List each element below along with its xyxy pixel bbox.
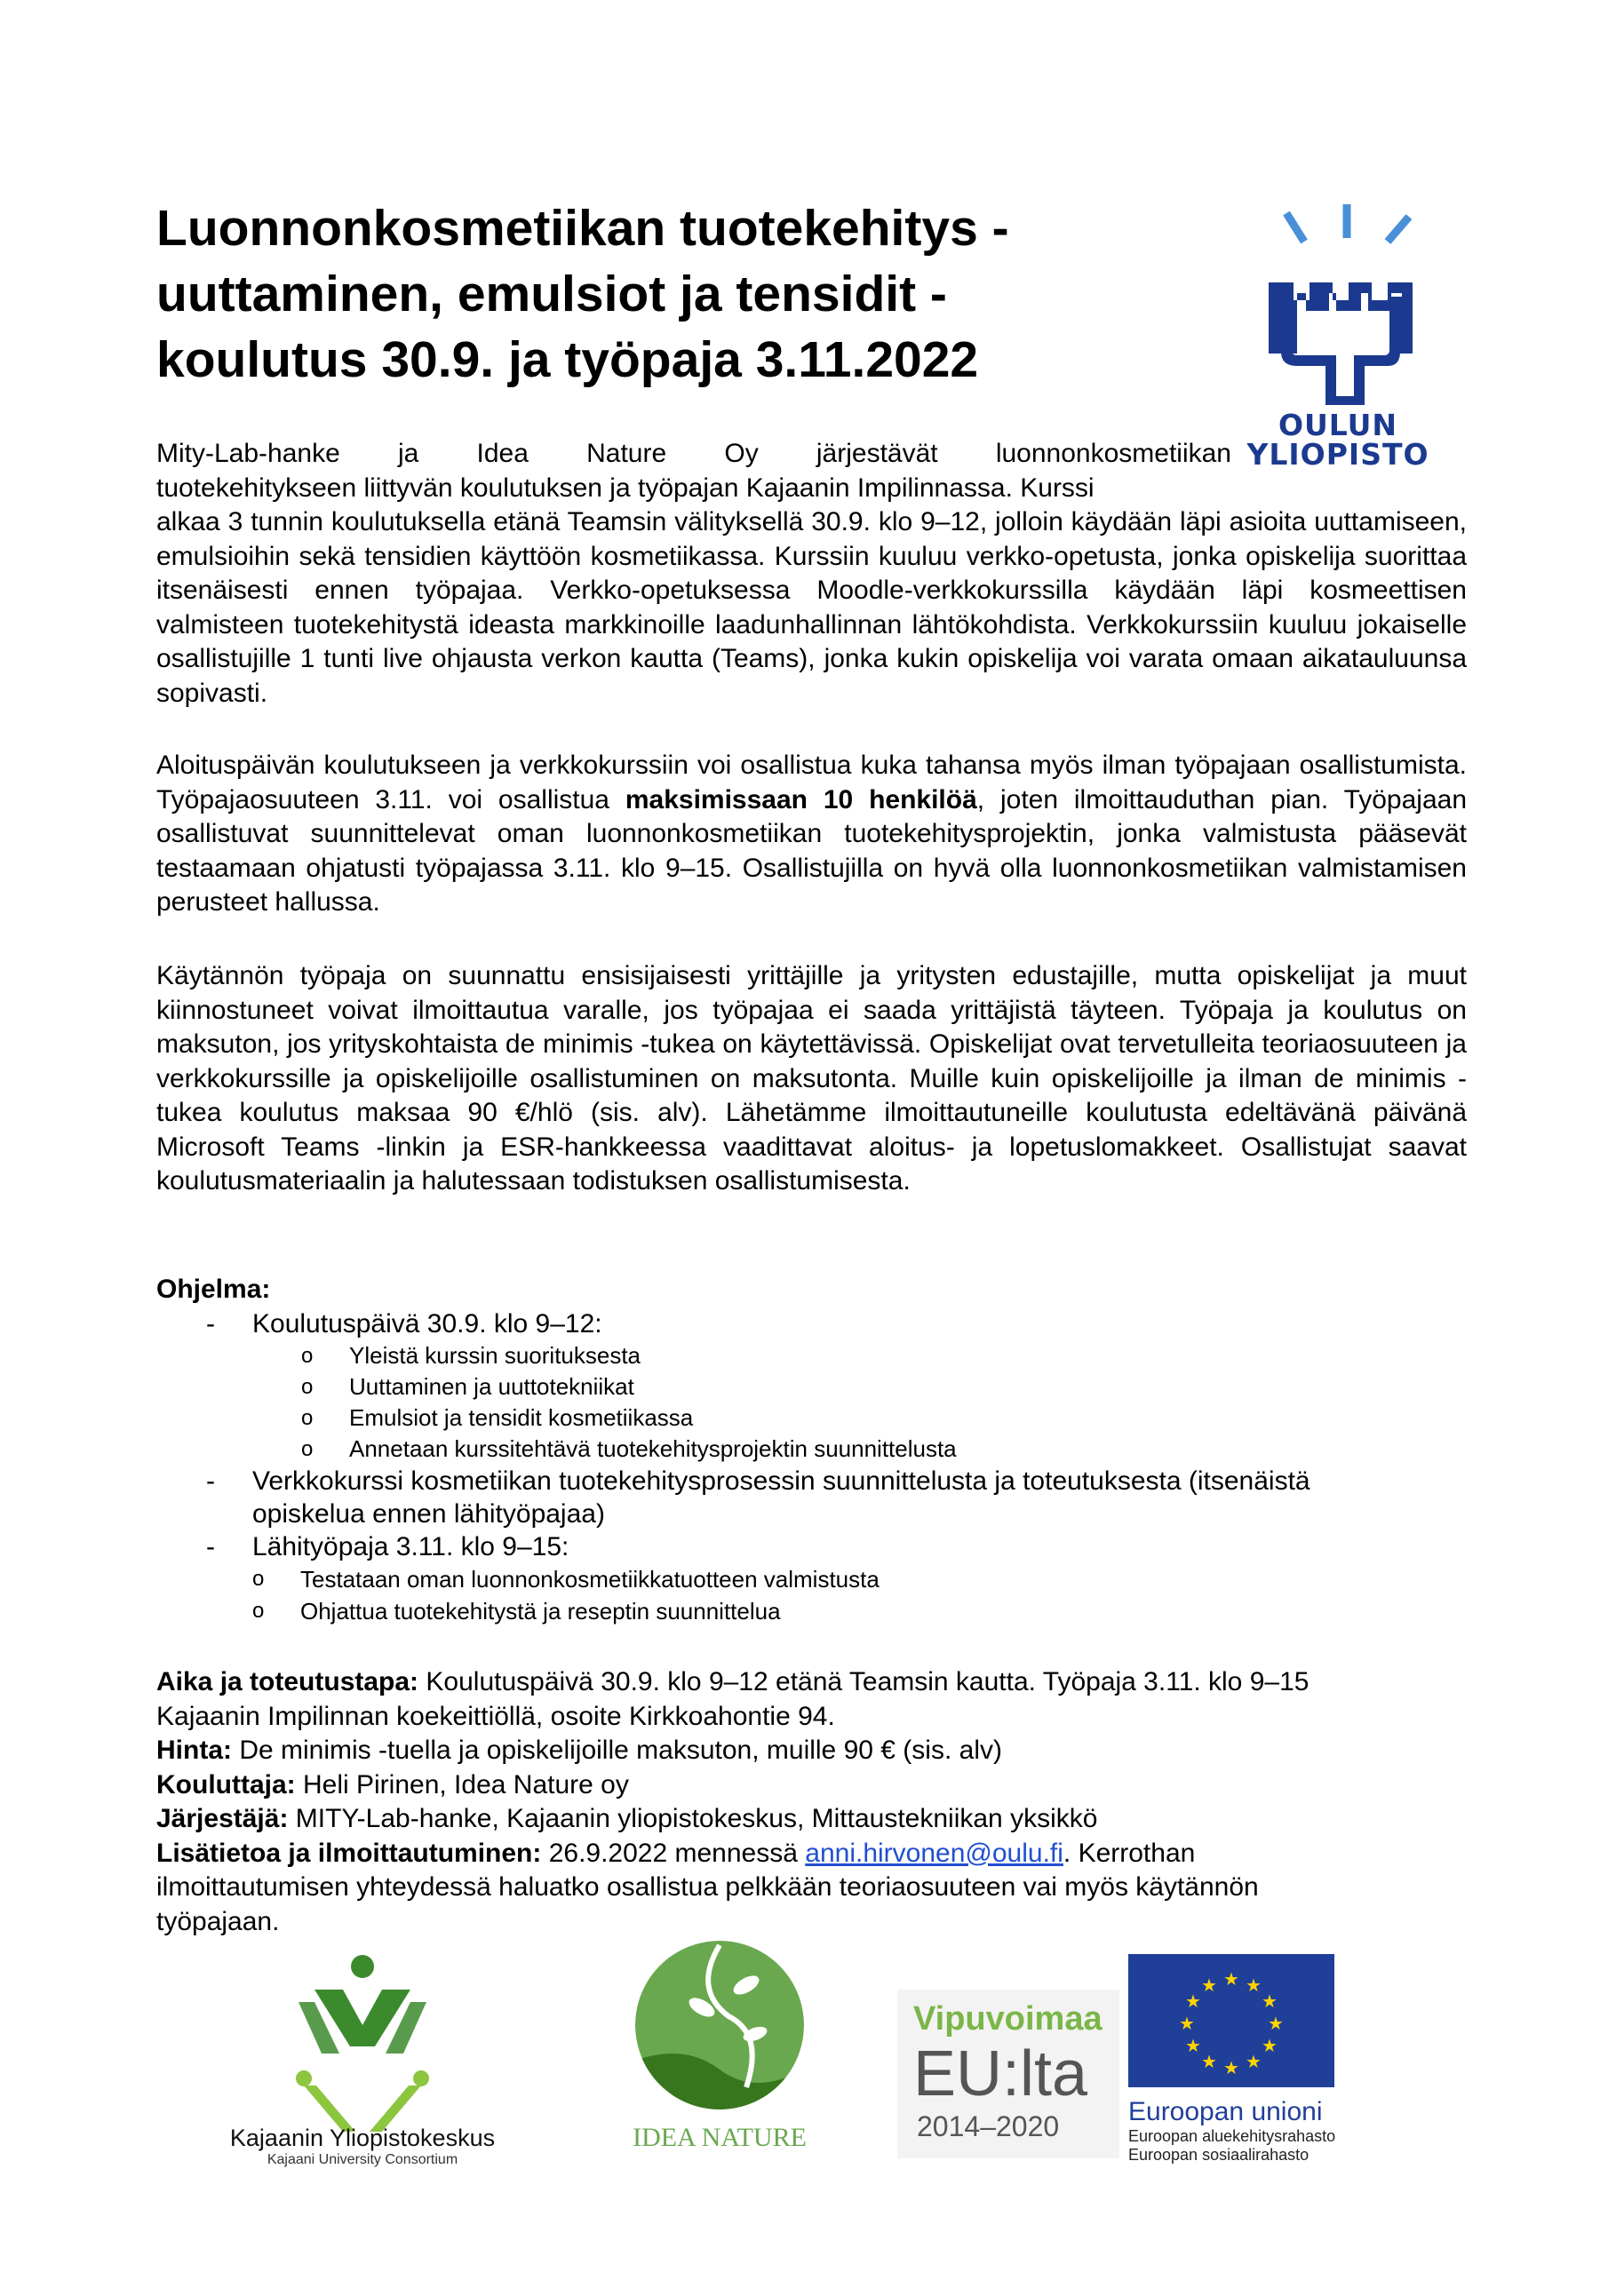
oulu-logo-line2: YLIOPISTO [1246, 437, 1429, 472]
svg-text:★: ★ [1246, 1974, 1262, 1996]
info-time: Aika ja toteutustapa: Koulutuspäivä 30.9. klo 9–12 etänä Teamsin kautta. Työpaja 3.11. klo 9–15 [156, 1667, 1310, 1696]
title-line-2: uuttaminen, emulsiot ja tensidit - [156, 266, 947, 322]
participation-max-count: maksimissaan 10 henkilöä [625, 784, 977, 814]
vipuvoimaa-logo: Vipuvoimaa EU:lta 2014–2020 [897, 1990, 1119, 2158]
program-item-day2: - Lähityöpaja 3.11. klo 9–15: [206, 1532, 569, 1561]
eu-flag-icon [1128, 1954, 1334, 2087]
program-item-day1: - Koulutuspäivä 30.9. klo 9–12: [206, 1309, 602, 1339]
intro-rest: alkaa 3 tunnin koulutuksella etänä Teamsin välityksellä 30.9. klo 9–12, jolloin käydään läpi asioita uuttamiseen, emulsioihin sekä tensidien käyttöön kosmetiikassa. Kurssiin kuuluu verkko-opetusta, jonka opiskelija suorittaa itsenäisesti ennen työpajaa. Verkko-opetuksessa Moodle-verkkokurssilla käydään läpi kosmeettisen valmisteen tuotekehitystä ideasta markkinoille laadunhallinnan lähtökohdista. Verkkokurssiin kuuluu jokaiselle osallistujille 1 tunti live ohjausta verkon kautta (Teams), jonka kukin opiskelija voi varata omaan aikatauluunsa sopivasti. [156, 507, 1467, 708]
kajaani-figure-icon [296, 1955, 429, 2132]
footer-logos [0, 1936, 1616, 2203]
list-item: o Ohjattua tuotekehitystä ja reseptin suunnittelua [252, 1598, 781, 1625]
oulu-castle-icon [1231, 201, 1445, 405]
kajaani-logo [222, 1954, 524, 2167]
idea-nature-logo [613, 1936, 826, 2203]
intro-line-2: tuotekehitykseen liittyvän koulutuksen ja työpajan Kajaanin Impilinnassa. Kurssi [156, 473, 1095, 503]
svg-text:★: ★ [1185, 2035, 1201, 2056]
svg-text:★: ★ [1223, 2057, 1239, 2078]
svg-text:★: ★ [1179, 2013, 1195, 2034]
svg-text:★: ★ [1185, 1990, 1201, 2012]
paragraph-participation [156, 749, 1467, 920]
workshop-text: Käytännön työpaja on suunnattu ensisijaisesti yrittäjille ja yritysten edustajille, mutta opiskelijat ja muut kiinnostuneet voivat ilmoittautua varalle, jos työpajaa ei saada yrittäjistä täyteen. Työpaja ja koulutus on maksuton, jos yrityskohtaista de minimis -tukea on käytettävissä. Opiskelijat ovat tervetulleita teoriaosuuteen ja verkkokurssille ja opiskelijoille osallistuminen on maksutonta. Muille kuin opiskelijoille ja ilman de minimis -tukea koulutus maksaa 90 €/hlö (sis. alv). Lähetämme ilmoittautuneille koulutusta edeltävänä päivänä Microsoft Teams -linkin ja ESR-hankkeessa vaadittavat aloitus- ja lopetuslomakkeet. Osallistujat saavat koulutusmateriaalin ja halutessaan todistuksen osallistumisesta. [156, 961, 1467, 1196]
svg-text:★: ★ [1201, 2051, 1217, 2072]
title-line-3: koulutus 30.9. ja työpaja 3.11.2022 [156, 331, 979, 388]
info-registration: Lisätietoa ja ilmoittautuminen: 26.9.2022 mennessä anni.hirvonen@oulu.fi. Kerrothan [156, 1838, 1196, 1868]
program-item-online: - Verkkokurssi kosmetiikan tuotekehitysprosessin suunnittelusta ja toteutuksesta (itsenäistä opiskelua ennen lähityöpajaa) [206, 1466, 1310, 1529]
list-item: o Testataan oman luonnonkosmetiikkatuotteen valmistusta [252, 1566, 880, 1593]
list-item: o Annetaan kurssitehtävä tuotekehitysprojektin suunnittelusta [301, 1435, 957, 1462]
info-time-cont: Kajaanin Impilinnan koekeittiöllä, osoite Kirkkoahontie 94. [156, 1701, 835, 1731]
paragraph-intro [156, 437, 1467, 711]
eu-sub1: Euroopan aluekehitysrahasto [1128, 2127, 1336, 2145]
svg-text:★: ★ [1262, 2035, 1278, 2056]
kajaani-logo-sub: Kajaani University Consortium [267, 2152, 458, 2167]
eu-name: Euroopan unioni [1128, 2097, 1323, 2126]
program-heading: Ohjelma: [156, 1275, 271, 1304]
kajaani-logo-name: Kajaanin Yliopistokeskus [229, 2125, 496, 2151]
info-registration-line3: työpajaan. [156, 1906, 280, 1936]
participation-text-b: , joten ilmoittauduthan pian. Työpajaan osallistuvat suunnittelevat oman luonnonkosmetiikan tuotekehitysprojektin, jonka valmistusta pääsevät testaamaan ohjatusti työpajassa 3.11. klo 9–15. Osallistujilla on hyvä olla luonnonkosmetiikan valmistamisen perusteet hallussa. [156, 784, 1468, 917]
svg-text:★: ★ [1268, 2013, 1284, 2034]
info-trainer: Kouluttaja: Heli Pirinen, Idea Nature oy [156, 1769, 629, 1799]
title-line-1: Luonnonkosmetiikan tuotekehitys - [156, 200, 1009, 257]
email-link[interactable]: anni.hirvonen@oulu.fi [805, 1838, 1063, 1868]
info-section [156, 1665, 1489, 1939]
idea-nature-name: IDEA NATURE [633, 2123, 807, 2152]
paragraph-workshop [156, 959, 1467, 1199]
document-title [156, 195, 1116, 393]
list-item: o Yleistä kurssin suorituksesta [301, 1342, 641, 1369]
list-item: o Uuttaminen ja uuttotekniikat [301, 1373, 634, 1400]
participation-text-a: Aloituspäivän koulutukseen ja verkkokurssiin voi osallistua kuka tahansa myös ilman työpajaan osallistumista. Työpajaosuuteen 3.11. voi osallistua [156, 751, 1467, 814]
eu-logo [1128, 1954, 1341, 2194]
svg-text:★: ★ [1262, 1990, 1278, 2012]
oulu-logo-line1: OULUN [1278, 408, 1398, 442]
info-price: Hinta: De minimis -tuella ja opiskelijoille maksuton, muille 90 € (sis. alv) [156, 1736, 1002, 1765]
intro-first-lines [156, 437, 1231, 505]
info-organizer: Järjestäjä: MITY-Lab-hanke, Kajaanin yliopistokeskus, Mittaustekniikan yksikkö [156, 1804, 1098, 1833]
program-section [156, 1272, 1467, 1627]
eu-sub2: Euroopan sosiaalirahasto [1128, 2146, 1310, 2164]
svg-text:★: ★ [1201, 1974, 1217, 1996]
info-registration-line2: ilmoittautumisen yhteydessä haluatko osallistua pelkkään teoriaosuuteen vai myös käytännön [156, 1872, 1259, 1902]
intro-line-1: Mity-Lab-hanke ja Idea Nature Oy järjestävät luonnonkosmetiikan [156, 439, 1231, 468]
list-item: o Emulsiot ja tensidit kosmetiikassa [301, 1404, 694, 1431]
svg-text:★: ★ [1223, 1968, 1239, 1990]
svg-text:★: ★ [1246, 2051, 1262, 2072]
